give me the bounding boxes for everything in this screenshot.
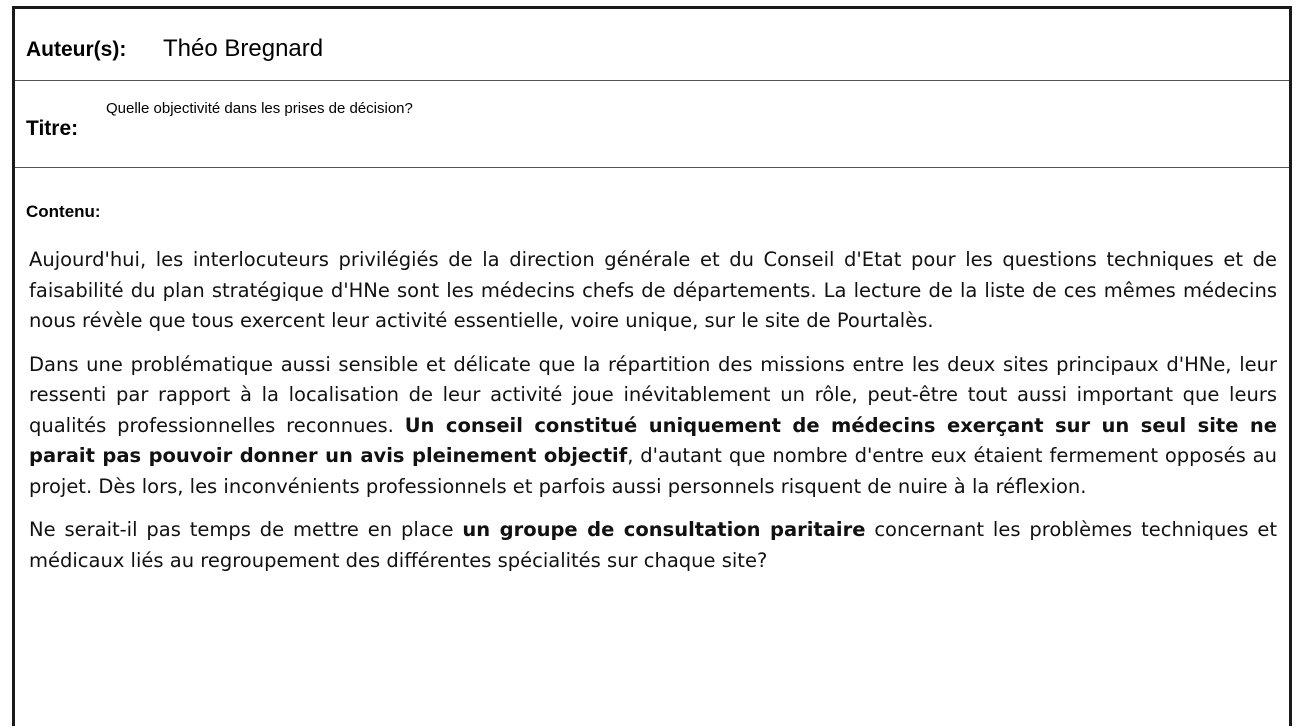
content-paragraph [29,350,1277,503]
title-label [26,117,78,141]
content-paragraph [29,245,1277,337]
paragraph-text: concernant les problèmes techniques et médicaux liés au regroupement des différentes spécialités sur chaque site? [29,518,1278,572]
paragraph-bold-text: un groupe de consultation paritaire [462,518,866,541]
paragraph-text: , d'autant que nombre d'entre eux étaient fermement opposés au projet. Dès lors, les inconvénients professionnels et parfois aussi personnels risquent de nuire à la réflexion. [29,444,1277,498]
paragraph-text: Dans une problématique aussi sensible et délicate que la répartition des missions entre les deux sites principaux d'HNe, leur ressenti par rapport à la localisation de leur activité joue inévitablement un rôle, peut-être tout aussi important que leurs qualités professionnelles reconnues. [29,352,1277,437]
content-body [29,245,1277,589]
title-label-colon: : [71,117,79,140]
content-label: Contenu: [26,202,101,221]
document-frame [12,6,1292,726]
paragraph-text: Aujourd'hui, les interlocuteurs privilégiés de la direction générale et du Conseil d'Etat pour les questions techniques et de faisabilité du plan stratégique d'HNe sont les médecins chefs de départements. La lecture de la liste de ces mêmes médecins nous révèle que tous exercent leur activité essentielle, voire unique, sur le site de Pourtalès. [29,248,1277,332]
title-row [15,81,1289,168]
paragraph-text: Ne serait-il pas temps de mettre en place [29,518,463,541]
title-value: Quelle objectivité dans les prises de décision? [106,100,413,117]
content-paragraph [29,515,1277,576]
title-label-text: Titre [26,117,72,140]
paragraph-bold-text: Un conseil constitué uniquement de médecins exerçant sur un seul site ne parait pas pouvoir donner un avis pleinement objectif [29,413,1277,467]
author-value: Théo Bregnard [163,35,324,62]
content-row [15,168,1289,728]
author-row [15,9,1289,81]
author-label: Auteur(s): [26,38,127,61]
